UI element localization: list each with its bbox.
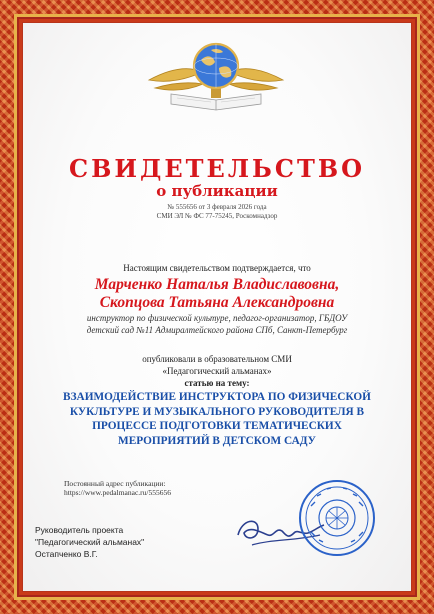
- media-registration: СМИ ЭЛ № ФС 77-75245, Роскомнадзор: [156, 212, 278, 220]
- author-name-2: Скопцова Татьяна Александровна: [99, 294, 335, 311]
- signer-role: Руководитель проекта: [35, 525, 124, 535]
- confirmation-text: Настоящим свидетельством подтверждается, что: [123, 263, 311, 273]
- signer-project: "Педагогический альманах": [35, 537, 145, 547]
- author-position-2: детский сад №11 Адмиралтейского района СПб, Санкт-Петербург: [86, 325, 348, 335]
- topic-lead: статью на тему:: [184, 378, 250, 388]
- certificate-title: СВИДЕТЕЛЬСТВО: [68, 154, 366, 183]
- journal-name: «Педагогический альманах»: [162, 366, 272, 376]
- signer-name: Остапченко В.Г.: [35, 549, 98, 559]
- published-in-text: опубликовали в образовательном СМИ: [142, 354, 292, 364]
- article-topic: ВЗАИМОДЕЙСТВИЕ ИНСТРУКТОРА ПО ФИЗИЧЕСКОЙ КУКЛЬТУРЕ И МУЗЫКАЛЬНОГО РУКОВОДИТЕЛЯ В ПРОЦЕССЕ ПОДГОТОВКИ ТЕМАТИЧЕСКИХ МЕРОПРИЯТИЙ В ДЕТСКОМ САДУ: [63, 391, 371, 447]
- certificate-subtitle: о публикации: [156, 182, 278, 200]
- address-label: Постоянный адрес публикации:: [64, 479, 166, 488]
- author-position-1: инструктор по физической культуре, педагог-организатор, ГБДОУ: [86, 313, 348, 323]
- globe-book-emblem-icon: [141, 38, 291, 114]
- seal-stamp-icon: [297, 478, 377, 558]
- registration-number: № 555656 от 3 февраля 2026 года: [167, 203, 267, 211]
- author-name-1: Марченко Наталья Владиславовна,: [94, 276, 340, 293]
- publication-url[interactable]: https://www.pedalmanac.ru/555656: [64, 488, 171, 497]
